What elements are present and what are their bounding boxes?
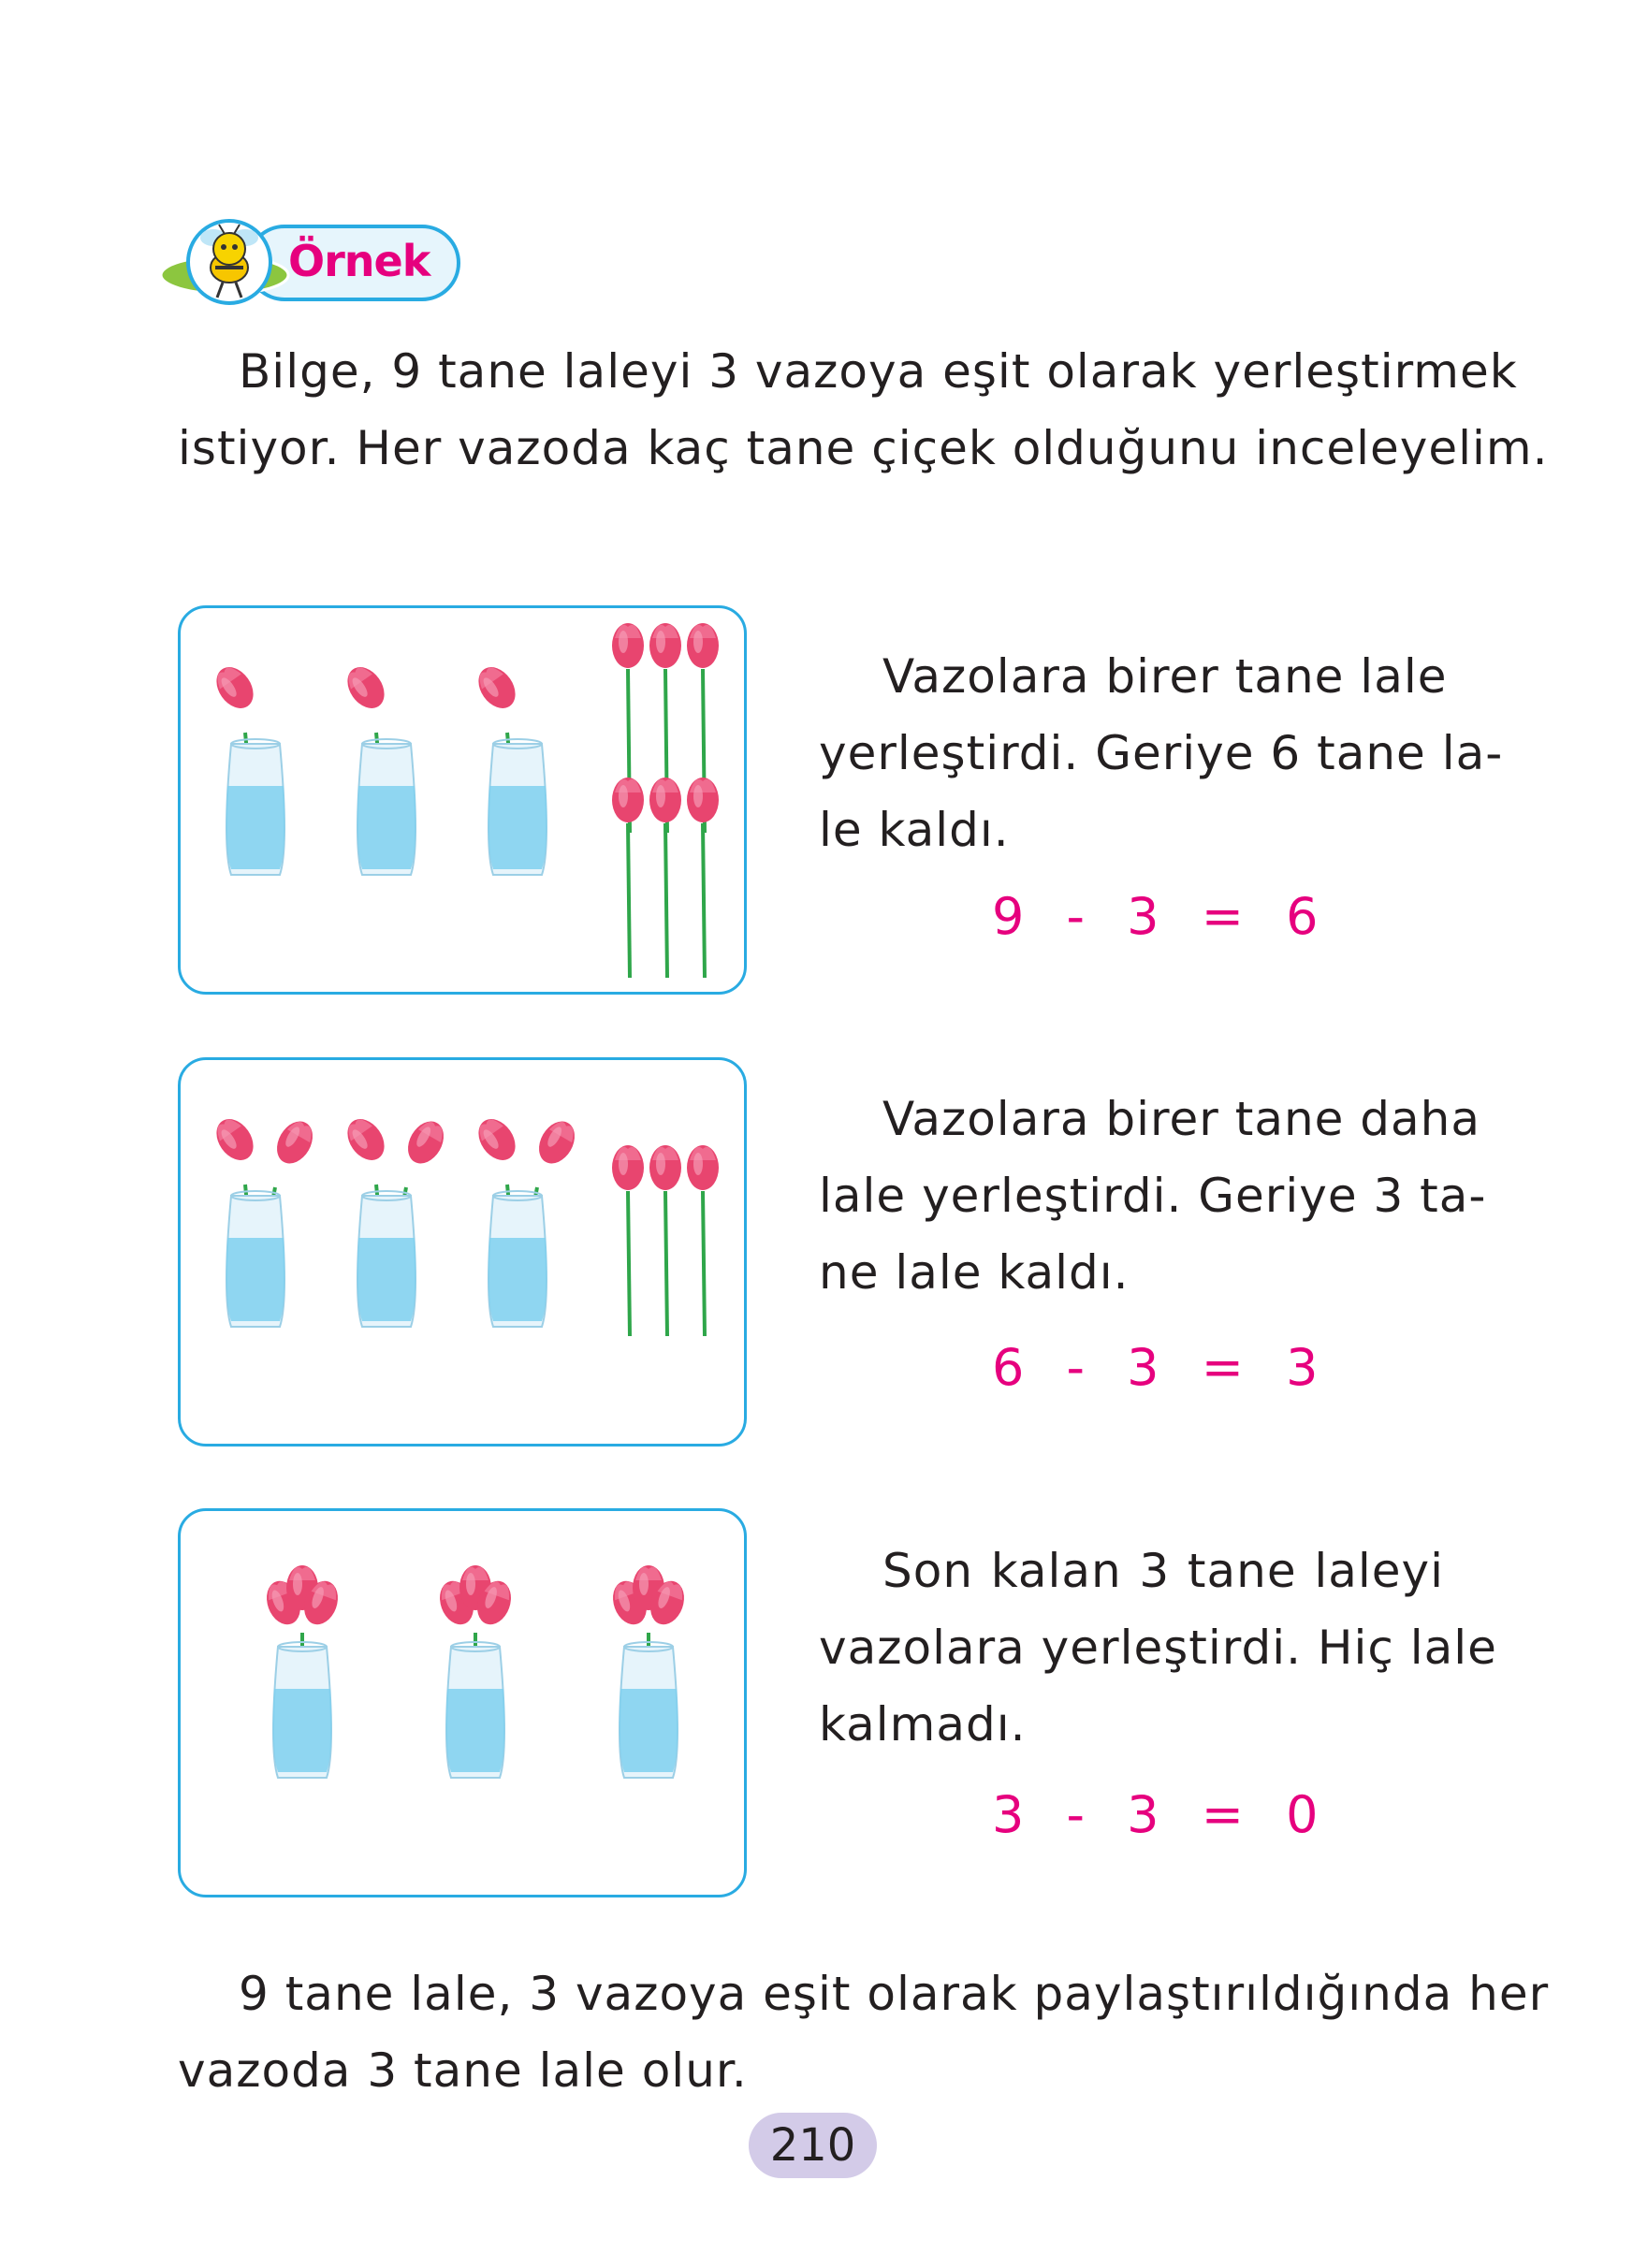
tulip-icon xyxy=(209,1112,260,1168)
step-line: yerleştirdi. Geriye 6 tane la- xyxy=(819,726,1504,780)
intro-line: istiyor. Her vazoda kaç tane çiçek olduğunu inceleyelim. xyxy=(178,421,1549,475)
step-2-text xyxy=(819,1081,1487,1311)
tulip-illustration-1 xyxy=(181,608,750,997)
tulip-illustration-3 xyxy=(181,1511,750,1900)
example-badge-label: Örnek xyxy=(288,236,430,286)
illustration-panel-3 xyxy=(178,1508,747,1897)
tulip-icon xyxy=(532,1115,581,1170)
tulip-icon xyxy=(471,661,522,716)
step-line: kalmadı. xyxy=(819,1697,1027,1752)
tulip-illustration-2 xyxy=(181,1060,750,1449)
loose-tulips xyxy=(612,623,719,978)
step-line: Son kalan 3 tane laleyi xyxy=(882,1544,1444,1598)
vase-with-tulips xyxy=(434,1565,517,1778)
vase-with-tulips xyxy=(340,1112,450,1327)
page-number: 210 xyxy=(749,2113,877,2178)
tulip-icon xyxy=(687,1145,719,1190)
step-3-equation: 3 - 3 = 0 xyxy=(992,1785,1332,1844)
tulip-icon xyxy=(612,1145,644,1190)
tulip-icon xyxy=(649,1145,681,1190)
conclusion-paragraph xyxy=(178,1955,1550,2109)
step-3-text xyxy=(819,1533,1497,1763)
step-line: lale yerleştirdi. Geriye 3 ta- xyxy=(819,1169,1487,1223)
tulip-icon xyxy=(340,1112,391,1168)
intro-line: Bilge, 9 tane laleyi 3 vazoya eşit olarak yerleştirmek xyxy=(239,344,1518,399)
conclusion-line: 9 tane lale, 3 vazoya eşit olarak paylaştırıldığında her xyxy=(239,1967,1550,2021)
vase-with-tulips xyxy=(261,1565,343,1778)
tulip-icon xyxy=(649,623,681,668)
loose-tulips xyxy=(612,1145,719,1336)
step-line: vazolara yerleştirdi. Hiç lale xyxy=(819,1621,1497,1675)
illustration-panel-2 xyxy=(178,1057,747,1447)
tulip-icon xyxy=(340,661,391,716)
illustration-panel-1 xyxy=(178,605,747,995)
step-line: Vazolara birer tane daha xyxy=(882,1092,1481,1146)
intro-paragraph xyxy=(178,333,1549,487)
vase-with-tulips xyxy=(471,661,547,875)
step-2-equation: 6 - 3 = 3 xyxy=(992,1338,1332,1397)
tulip-icon xyxy=(612,623,644,668)
vase-with-tulips xyxy=(209,661,284,875)
step-line: ne lale kaldı. xyxy=(819,1245,1130,1300)
tulip-icon xyxy=(209,661,260,716)
tulip-icon xyxy=(270,1115,319,1170)
tulip-icon xyxy=(687,778,719,822)
tulip-icon xyxy=(612,778,644,822)
tulip-icon xyxy=(687,623,719,668)
step-line: le kaldı. xyxy=(819,803,1010,857)
vase-with-tulips xyxy=(607,1565,690,1778)
vase-with-tulips xyxy=(471,1112,581,1327)
step-line: Vazolara birer tane lale xyxy=(882,649,1448,704)
vase-with-tulips xyxy=(340,661,416,875)
step-1-equation: 9 - 3 = 6 xyxy=(992,887,1332,946)
conclusion-line: vazoda 3 tane lale olur. xyxy=(178,2043,748,2098)
vase-with-tulips xyxy=(209,1112,319,1327)
tulip-icon xyxy=(471,1112,522,1168)
tulip-icon xyxy=(401,1115,450,1170)
tulip-icon xyxy=(649,778,681,822)
step-1-text xyxy=(819,638,1504,868)
